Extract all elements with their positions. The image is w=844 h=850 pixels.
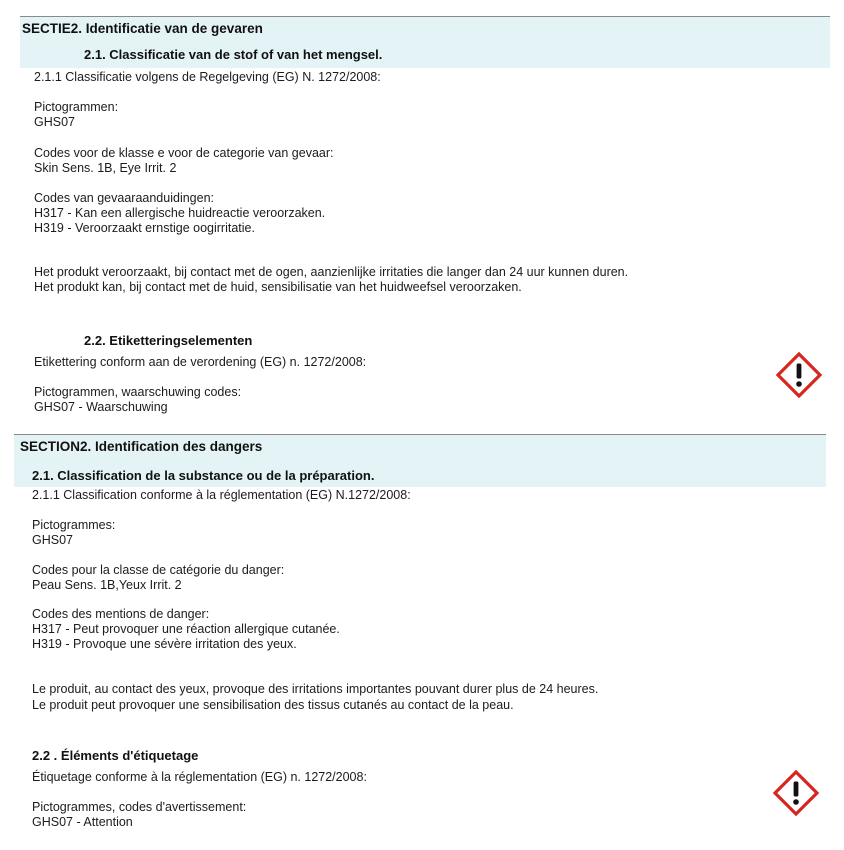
codes-class-value-nl: Skin Sens. 1B, Eye Irrit. 2 xyxy=(34,161,177,175)
pictograms-warning-label-fr: Pictogrammes, codes d'avertissement: xyxy=(32,800,247,814)
note-eyes-fr: Le produit, au contact des yeux, provoque des irritations importantes pouvant durer plus de 24 heures. xyxy=(32,682,599,696)
ghs07-exclamation-icon xyxy=(773,770,819,816)
pictograms-warning-label-nl: Pictogrammen, waarschuwing codes: xyxy=(34,385,242,399)
labelling-line-fr: Étiquetage conforme à la réglementation (EG) n. 1272/2008: xyxy=(32,770,367,784)
hazard-codes-label-fr: Codes des mentions de danger: xyxy=(32,607,210,621)
section-title-nl: SECTIE2. Identificatie van de gevaren xyxy=(22,21,263,36)
hazard-code-h319-nl: H319 - Veroorzaakt ernstige oogirritatie. xyxy=(34,221,255,235)
pictograms-warning-value-nl: GHS07 - Waarschuwing xyxy=(34,400,168,414)
note-skin-fr: Le produit peut provoquer une sensibilisation des tissus cutanés au contact de la peau. xyxy=(32,698,514,712)
ghs07-exclamation-icon xyxy=(776,352,822,398)
classification-line-nl: 2.1.1 Classificatie volgens de Regelgeving (EG) N. 1272/2008: xyxy=(34,70,381,84)
hazard-codes-label-nl: Codes van gevaaraanduidingen: xyxy=(34,191,214,205)
codes-class-label-fr: Codes pour la classe de catégorie du danger: xyxy=(32,563,285,577)
pictograms-label-fr: Pictogrammes: xyxy=(32,518,116,532)
section-title-fr: SECTION2. Identification des dangers xyxy=(20,439,263,454)
codes-class-label-nl: Codes voor de klasse e voor de categorie van gevaar: xyxy=(34,146,334,160)
subsection-title-2-1-fr: 2.1. Classification de la substance ou de la préparation. xyxy=(32,468,375,483)
pictograms-value-nl: GHS07 xyxy=(34,115,75,129)
subsection-title-2-1-nl: 2.1. Classificatie van de stof of van het mengsel. xyxy=(84,47,383,62)
hazard-code-h317-fr: H317 - Peut provoquer une réaction allergique cutanée. xyxy=(32,622,340,636)
note-skin-nl: Het produkt kan, bij contact met de huid, sensibilisatie van het huidweefsel veroorzaken. xyxy=(34,280,522,294)
pictograms-value-fr: GHS07 xyxy=(32,533,73,547)
note-eyes-nl: Het produkt veroorzaakt, bij contact met de ogen, aanzienlijke irritaties die langer dan 24 uur kunnen duren. xyxy=(34,265,629,279)
hazard-code-h319-fr: H319 - Provoque une sévère irritation des yeux. xyxy=(32,637,297,651)
subsection-title-2-2-fr: 2.2 . Éléments d'étiquetage xyxy=(32,748,199,763)
labelling-line-nl: Etikettering conform aan de verordening (EG) n. 1272/2008: xyxy=(34,355,367,369)
subsection-title-2-2-nl: 2.2. Etiketteringselementen xyxy=(84,333,253,348)
pictograms-warning-value-fr: GHS07 - Attention xyxy=(32,815,133,829)
pictograms-label-nl: Pictogrammen: xyxy=(34,100,119,114)
classification-line-fr: 2.1.1 Classification conforme à la réglementation (EG) N.1272/2008: xyxy=(32,488,411,502)
codes-class-value-fr: Peau Sens. 1B,Yeux Irrit. 2 xyxy=(32,578,182,592)
hazard-code-h317-nl: H317 - Kan een allergische huidreactie veroorzaken. xyxy=(34,206,326,220)
